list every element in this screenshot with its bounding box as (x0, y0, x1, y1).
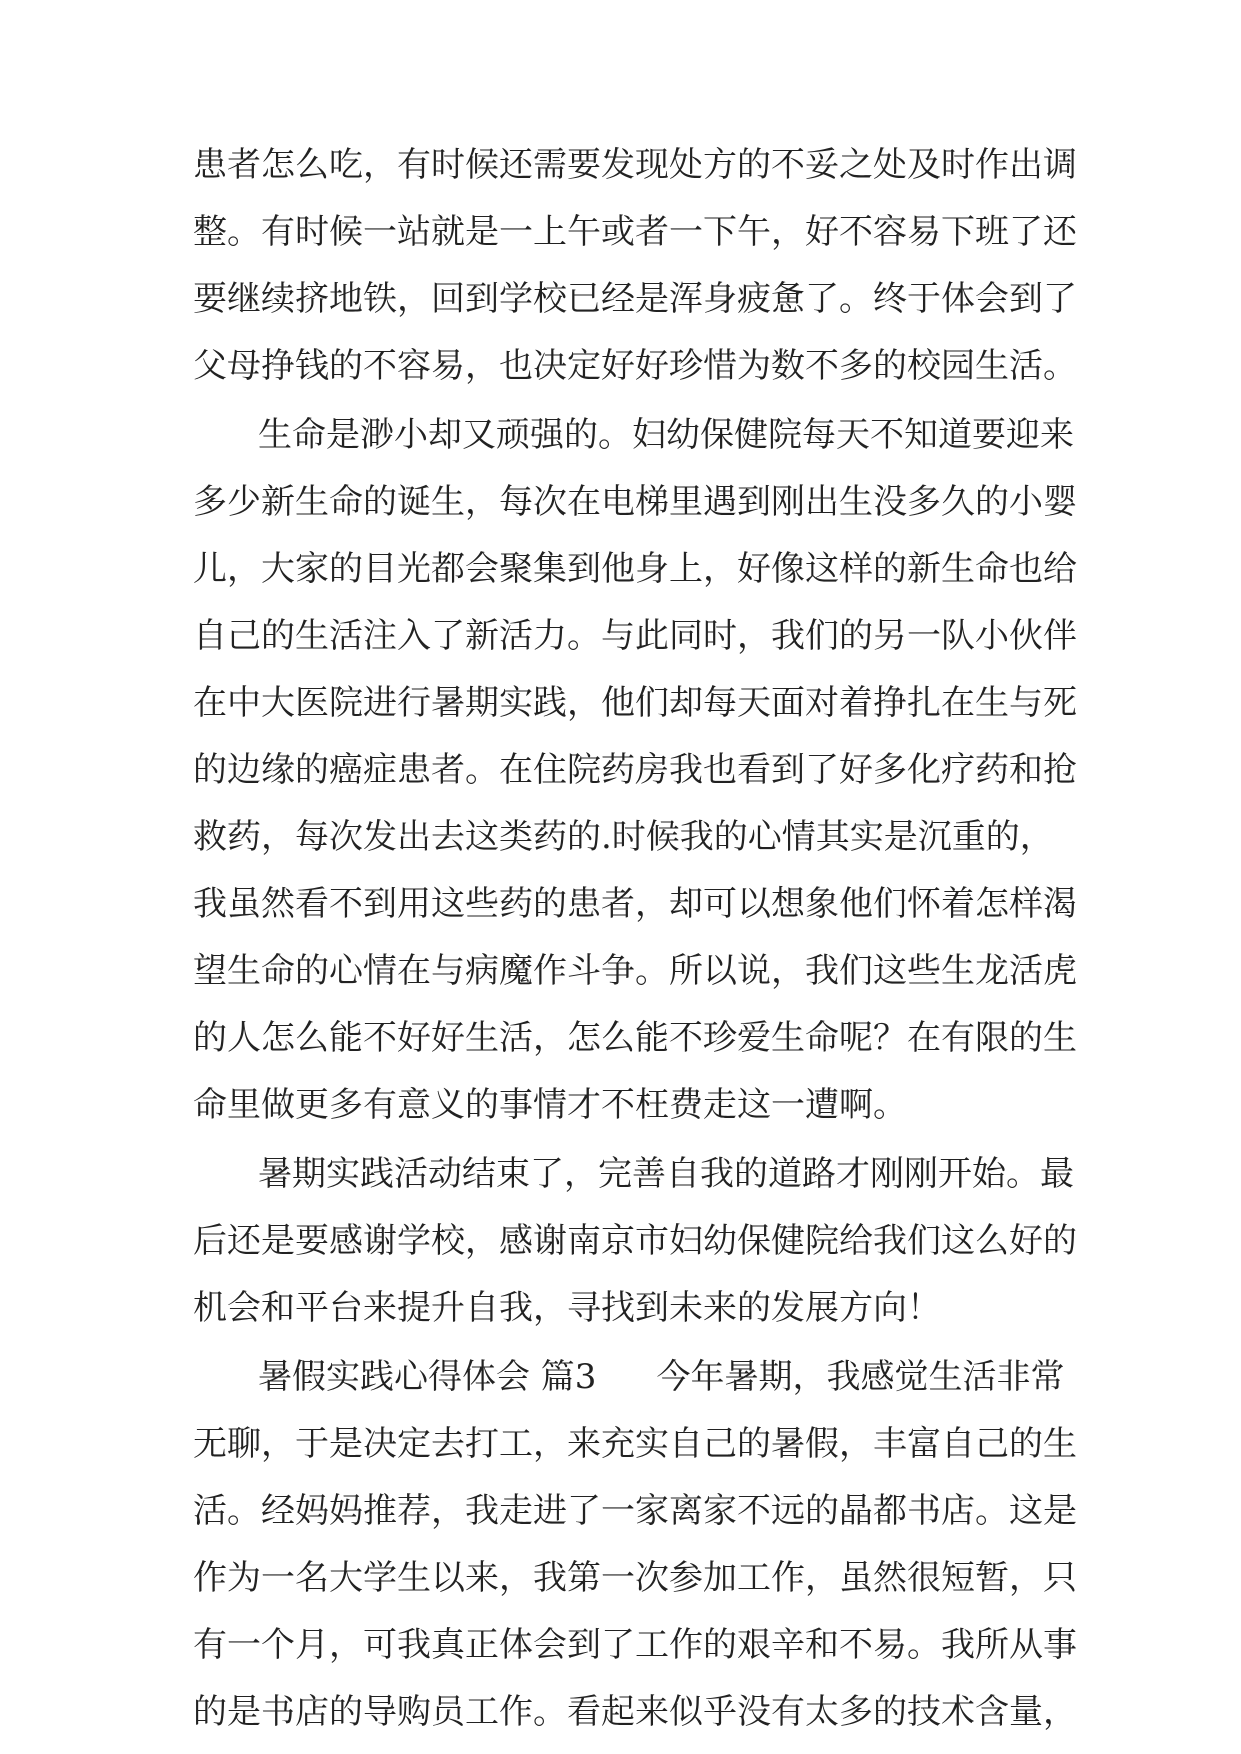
text-line: 的人怎么能不好好生活，怎么能不珍爱生命呢？在有限的生 (193, 1018, 1077, 1058)
text-line: 要继续挤地铁，回到学校已经是浑身疲惫了。终于体会到了 (193, 279, 1077, 319)
text-line: 命里做更多有意义的事情才不枉费走这一遭啊。 (193, 1085, 907, 1125)
text-line: 患者怎么吃，有时候还需要发现处方的不妥之处及时作出调 (193, 145, 1077, 185)
section-first-text: 今年暑期，我感觉生活非常 (656, 1357, 1065, 1397)
text-line: 望生命的心情在与病魔作斗争。所以说，我们这些生龙活虎 (193, 951, 1077, 991)
text-line: 的边缘的癌症患者。在住院药房我也看到了好多化疗药和抢 (193, 750, 1077, 790)
paragraph-first-line: 生命是渺小却又顽强的。妇幼保健院每天不知道要迎来 (258, 415, 1074, 455)
text-line: 有一个月，可我真正体会到了工作的艰辛和不易。我所从事 (193, 1625, 1077, 1665)
text-line: 作为一名大学生以来，我第一次参加工作，虽然很短暂，只 (193, 1558, 1077, 1598)
text-line: 我虽然看不到用这些药的患者，却可以想象他们怀着怎样渴 (193, 884, 1077, 924)
text-line: 儿，大家的目光都会聚集到他身上，好像这样的新生命也给 (193, 549, 1077, 589)
text-line: 救药，每次发出去这类药的.时候我的心情其实是沉重的， (193, 817, 1054, 857)
section-heading-line (258, 1347, 1065, 1407)
text-line: 整。有时候一站就是一上午或者一下午，好不容易下班了还 (193, 212, 1077, 252)
text-line: 后还是要感谢学校，感谢南京市妇幼保健院给我们这么好的 (193, 1221, 1077, 1261)
text-line: 父母挣钱的不容易，也决定好好珍惜为数不多的校园生活。 (193, 346, 1077, 386)
text-line: 多少新生命的诞生，每次在电梯里遇到刚出生没多久的小婴 (193, 482, 1077, 522)
text-line: 自己的生活注入了新活力。与此同时，我们的另一队小伙伴 (193, 616, 1077, 656)
text-line: 在中大医院进行暑期实践，他们却每天面对着挣扎在生与死 (193, 683, 1077, 723)
paragraph-first-line: 暑期实践活动结束了，完善自我的道路才刚刚开始。最 (258, 1154, 1074, 1194)
text-line: 活。经妈妈推荐，我走进了一家离家不远的晶都书店。这是 (193, 1491, 1077, 1531)
text-line: 的是书店的导购员工作。看起来似乎没有太多的技术含量， (193, 1692, 1077, 1732)
text-line: 机会和平台来提升自我，寻找到未来的发展方向！ (193, 1288, 941, 1328)
text-line: 无聊，于是决定去打工，来充实自己的暑假，丰富自己的生 (193, 1424, 1077, 1464)
section-heading: 暑假实践心得体会 篇3 (258, 1357, 597, 1397)
